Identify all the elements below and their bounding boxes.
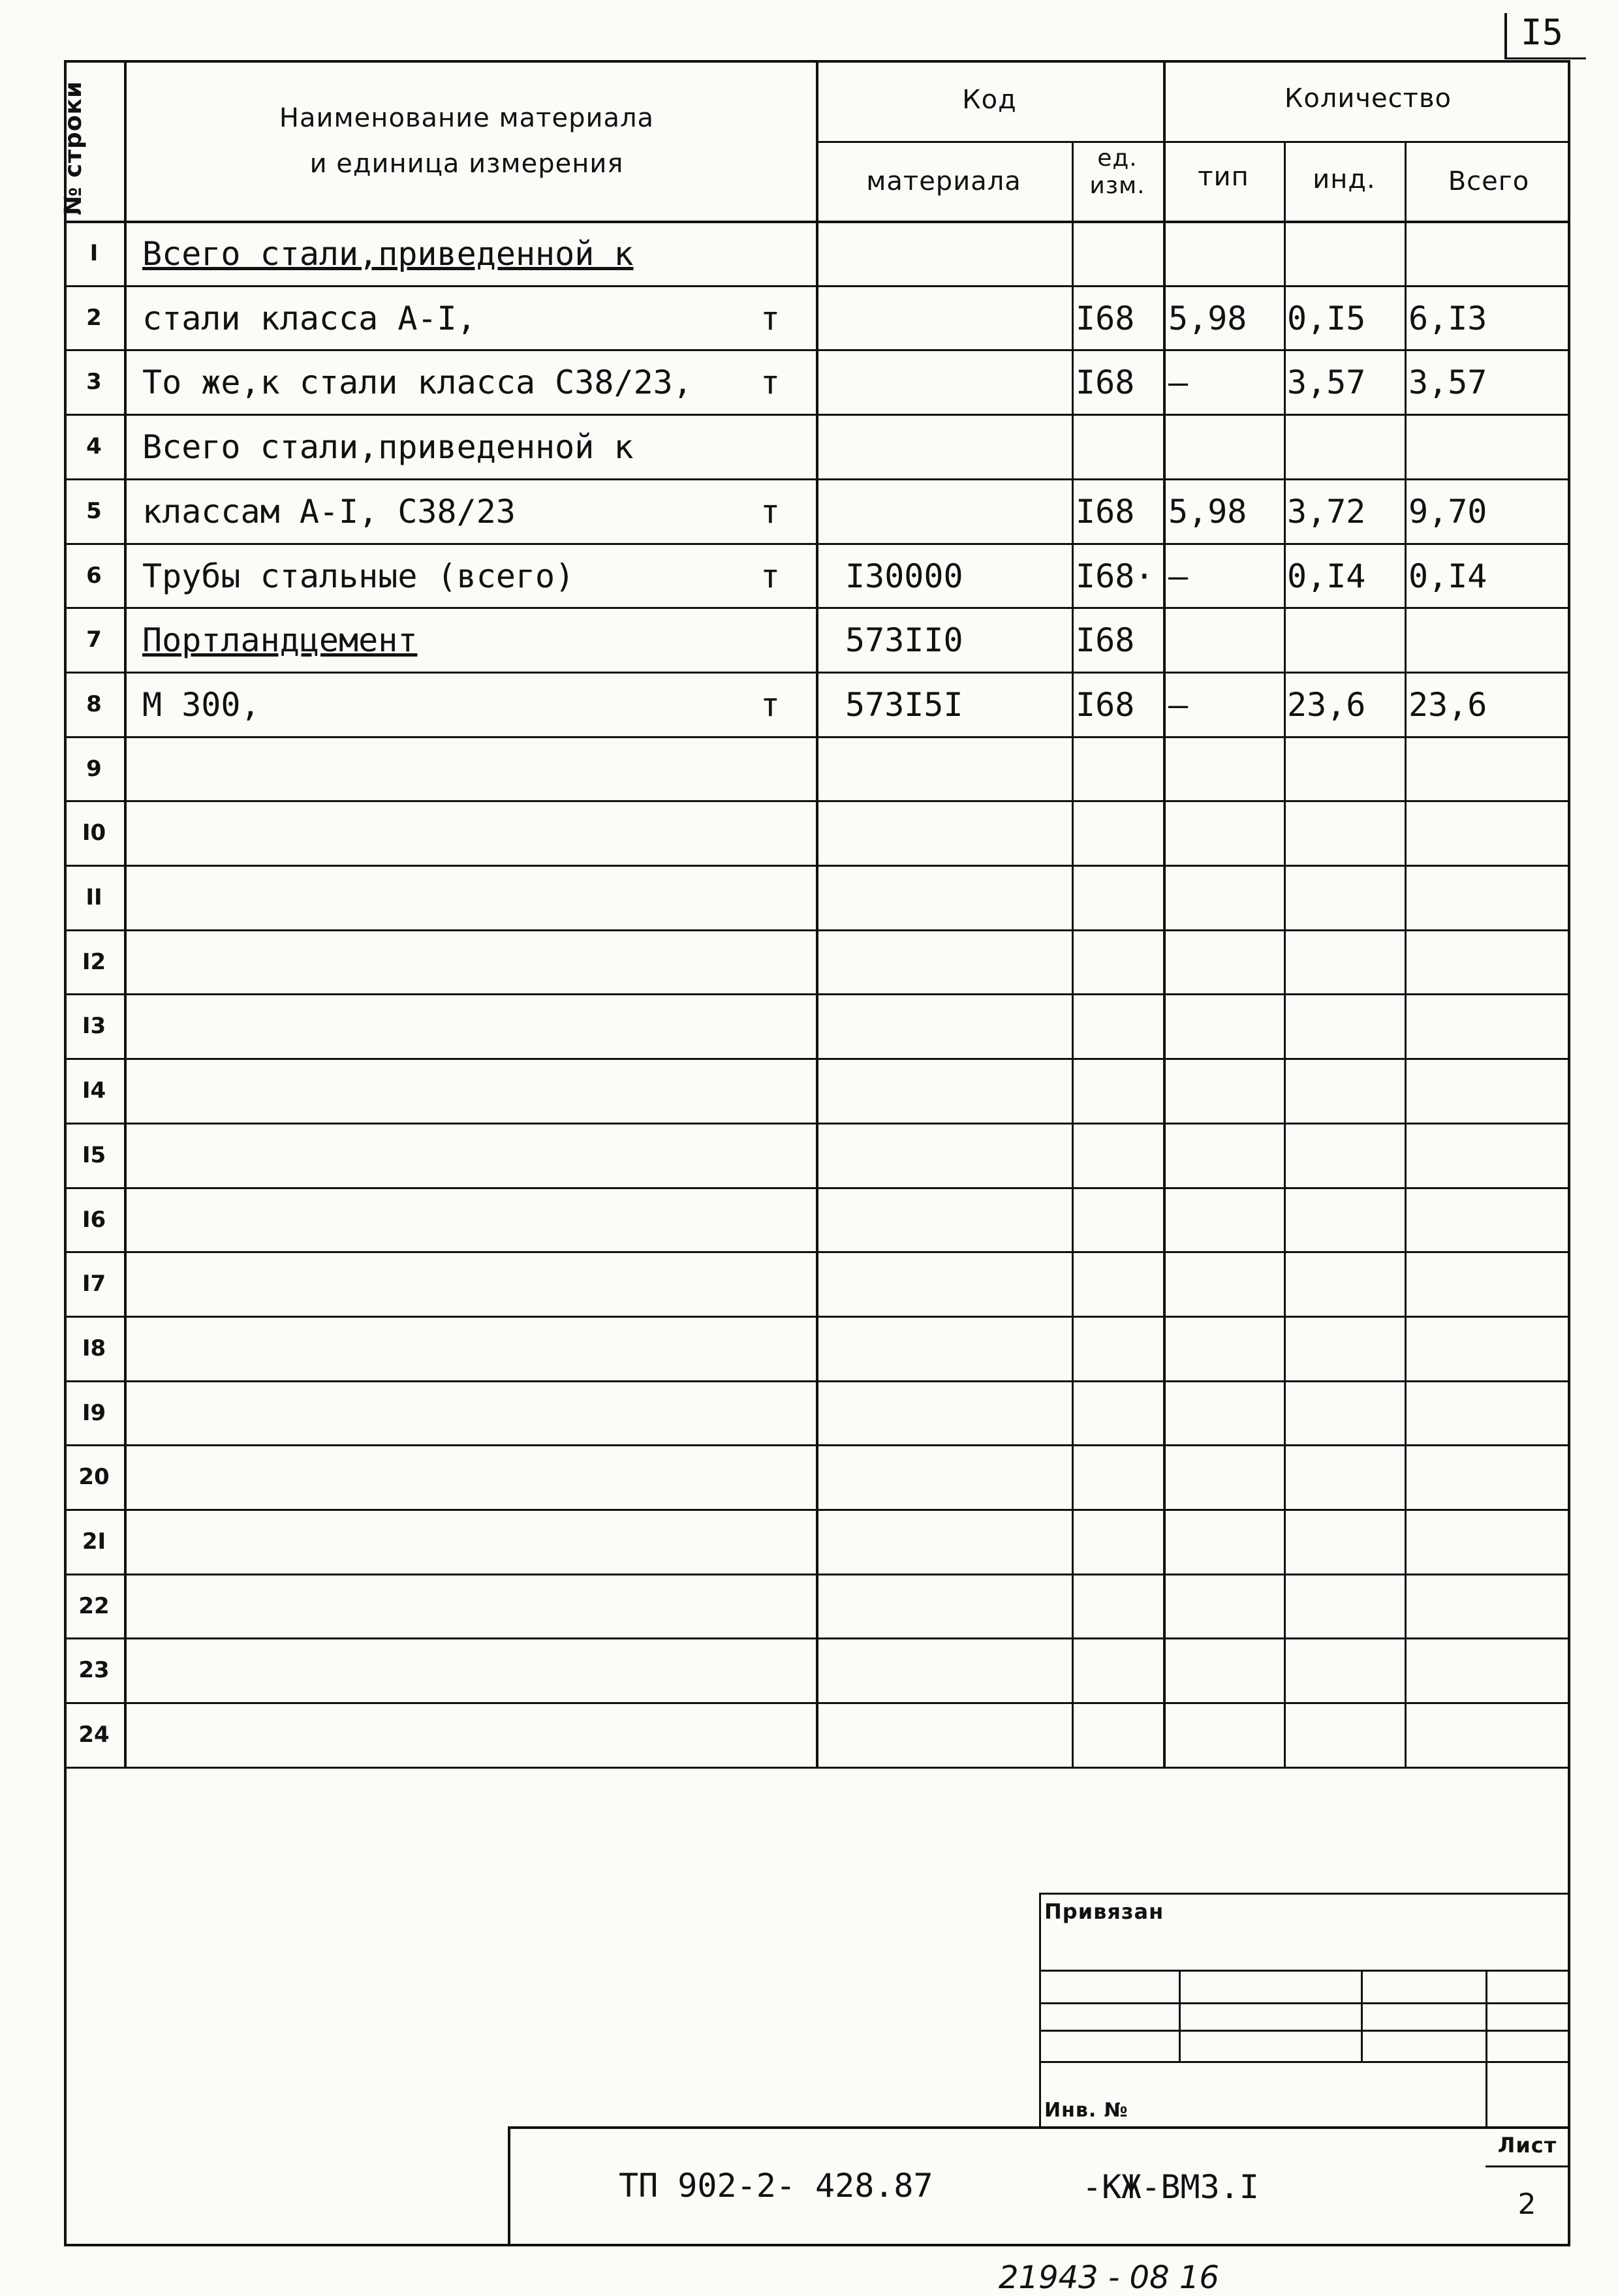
- row-unit-code: I68·: [1076, 557, 1155, 595]
- row-qty-ind: 0,I4: [1287, 557, 1366, 595]
- row-divider: [64, 1187, 1568, 1189]
- row-number: 7: [86, 627, 102, 653]
- row-number: I9: [82, 1400, 106, 1426]
- header-name-line2: и единица измерения: [309, 149, 624, 179]
- row-number: 2I: [82, 1528, 106, 1555]
- stamp-vline-2: [1361, 1970, 1363, 2061]
- row-divider: [64, 1509, 1568, 1511]
- row-divider: [64, 607, 1568, 609]
- stamp-vline-1: [1179, 1970, 1181, 2061]
- row-qty-total: 6,I3: [1408, 300, 1487, 337]
- row-divider: [64, 1380, 1568, 1382]
- row-qty-typ: 5,98: [1168, 300, 1247, 337]
- row-number: I: [89, 240, 99, 266]
- col-line-material: [1072, 141, 1074, 1767]
- row-divider: [64, 929, 1568, 931]
- row-qty-typ: 5,98: [1168, 493, 1247, 531]
- row-divider: [64, 800, 1568, 802]
- row-unit-symbol: т: [760, 364, 781, 401]
- row-qty-ind: 3,57: [1287, 364, 1366, 401]
- row-number: 4: [86, 433, 102, 459]
- row-unit-code: I68: [1076, 686, 1135, 724]
- row-name: Всего стали,приведенной к: [142, 235, 634, 273]
- row-material-code: 573I5I: [845, 686, 963, 724]
- row-qty-total: 3,57: [1408, 364, 1487, 401]
- row-number: I2: [82, 949, 106, 975]
- row-divider: [64, 543, 1568, 545]
- header-mid-line: [816, 141, 1568, 143]
- stamp-left-line: [1039, 1893, 1041, 2128]
- row-name: классам А-I, С38/23: [142, 493, 516, 531]
- row-divider: [64, 1251, 1568, 1253]
- header-material: материала: [866, 166, 1021, 196]
- row-divider: [64, 285, 1568, 287]
- corner-divider: [1504, 13, 1507, 57]
- stamp-sheet-no: 2: [1517, 2188, 1537, 2221]
- header-unit-line1: ед.: [1097, 145, 1138, 172]
- stamp-sheet-line: [1486, 2165, 1568, 2167]
- header-row-no: № строки: [60, 80, 87, 215]
- row-divider: [64, 1058, 1568, 1060]
- row-number: I0: [82, 820, 106, 846]
- row-number: I4: [82, 1078, 106, 1104]
- row-divider: [64, 865, 1568, 867]
- header-quantity: Количество: [1284, 84, 1452, 114]
- row-number: 6: [86, 563, 102, 589]
- row-divider: [64, 1574, 1568, 1575]
- footer-number: 21943 - 08 16: [999, 2259, 1219, 2296]
- stamp-doc-code: ТП 902-2- 428.87: [619, 2167, 933, 2205]
- frame-right: [1568, 60, 1570, 2244]
- row-name: Всего стали,приведенной к: [142, 428, 634, 466]
- row-name: Трубы стальные (всего): [142, 557, 575, 595]
- row-name: То же,к стали класса С38/23,: [142, 364, 692, 401]
- row-number: I5: [82, 1142, 106, 1168]
- row-material-code: 573II0: [845, 621, 963, 659]
- row-unit-code: I68: [1076, 493, 1135, 531]
- row-number: 24: [78, 1722, 110, 1748]
- row-unit-code: I68: [1076, 300, 1135, 337]
- frame-bottom: [64, 2244, 1570, 2246]
- row-qty-ind: 3,72: [1287, 493, 1366, 531]
- stamp-sheet-label: Лист: [1497, 2133, 1557, 2158]
- row-divider: [64, 349, 1568, 351]
- row-number: 3: [86, 369, 102, 395]
- row-number: 22: [78, 1593, 110, 1619]
- row-number: I8: [82, 1335, 106, 1361]
- row-unit-symbol: т: [760, 686, 781, 724]
- row-name: Портландцемент: [142, 621, 418, 659]
- row-number: I3: [82, 1013, 106, 1039]
- row-qty-total: 0,I4: [1408, 557, 1487, 595]
- row-divider: [64, 414, 1568, 416]
- row-name: М 300,: [142, 686, 260, 724]
- row-divider: [64, 1767, 1568, 1769]
- header-ind: инд.: [1313, 164, 1376, 194]
- row-number: 2: [86, 305, 102, 331]
- row-qty-typ: –: [1168, 557, 1189, 595]
- row-qty-typ: –: [1168, 686, 1189, 724]
- sheet-corner-number: I5: [1521, 12, 1564, 53]
- row-number: I7: [82, 1271, 106, 1297]
- row-unit-symbol: т: [760, 493, 781, 531]
- header-code: Код: [962, 85, 1017, 115]
- stamp-vline-3: [1486, 1970, 1487, 2126]
- row-divider: [64, 478, 1568, 480]
- corner-underline: [1504, 57, 1586, 59]
- stamp-main-top-line: [508, 2126, 1568, 2129]
- stamp-line-3: [1039, 2030, 1568, 2032]
- header-unit: [1072, 145, 1163, 200]
- header-name-line1: Наименование материала: [279, 103, 655, 133]
- row-number: 8: [86, 691, 102, 717]
- stamp-top-line: [1039, 1893, 1568, 1895]
- row-number: 9: [86, 756, 102, 782]
- row-number: 5: [86, 498, 102, 524]
- row-unit-symbol: т: [760, 557, 781, 595]
- header-total: Всего: [1448, 166, 1530, 196]
- stamp-line-2: [1039, 2002, 1568, 2004]
- row-divider: [64, 672, 1568, 674]
- header-typ: тип: [1198, 162, 1249, 192]
- row-unit-code: I68: [1076, 364, 1135, 401]
- row-qty-typ: –: [1168, 364, 1189, 401]
- row-qty-total: 9,70: [1408, 493, 1487, 531]
- row-number: II: [86, 884, 102, 910]
- stamp-privyazan: Привязан: [1044, 1899, 1164, 1924]
- row-qty-ind: 0,I5: [1287, 300, 1366, 337]
- stamp-doc-suffix: -КЖ-ВМ3.I: [1082, 2168, 1259, 2206]
- row-divider: [64, 1444, 1568, 1446]
- row-qty-ind: 23,6: [1287, 686, 1366, 724]
- row-divider: [64, 1702, 1568, 1704]
- stamp-inv-no: Инв. №: [1044, 2099, 1128, 2122]
- row-unit-code: I68: [1076, 621, 1135, 659]
- row-number: 23: [78, 1657, 110, 1683]
- header-unit-line2: изм.: [1089, 172, 1145, 199]
- col-line-ind: [1405, 141, 1407, 1767]
- row-material-code: I30000: [845, 557, 963, 595]
- row-number: 20: [78, 1464, 110, 1490]
- row-qty-total: 23,6: [1408, 686, 1487, 724]
- row-unit-symbol: т: [760, 300, 781, 337]
- row-number: I6: [82, 1207, 106, 1233]
- stamp-line-4: [1039, 2061, 1568, 2063]
- stamp-line-1: [1039, 1970, 1568, 1972]
- row-name: стали класса А-I,: [142, 300, 476, 337]
- row-divider: [64, 736, 1568, 738]
- row-divider: [64, 1316, 1568, 1318]
- col-line-typ: [1284, 141, 1286, 1767]
- stamp-main-left-line: [508, 2126, 510, 2244]
- row-divider: [64, 1637, 1568, 1639]
- row-divider: [64, 993, 1568, 995]
- frame-left: [64, 60, 67, 2244]
- row-divider: [64, 1123, 1568, 1125]
